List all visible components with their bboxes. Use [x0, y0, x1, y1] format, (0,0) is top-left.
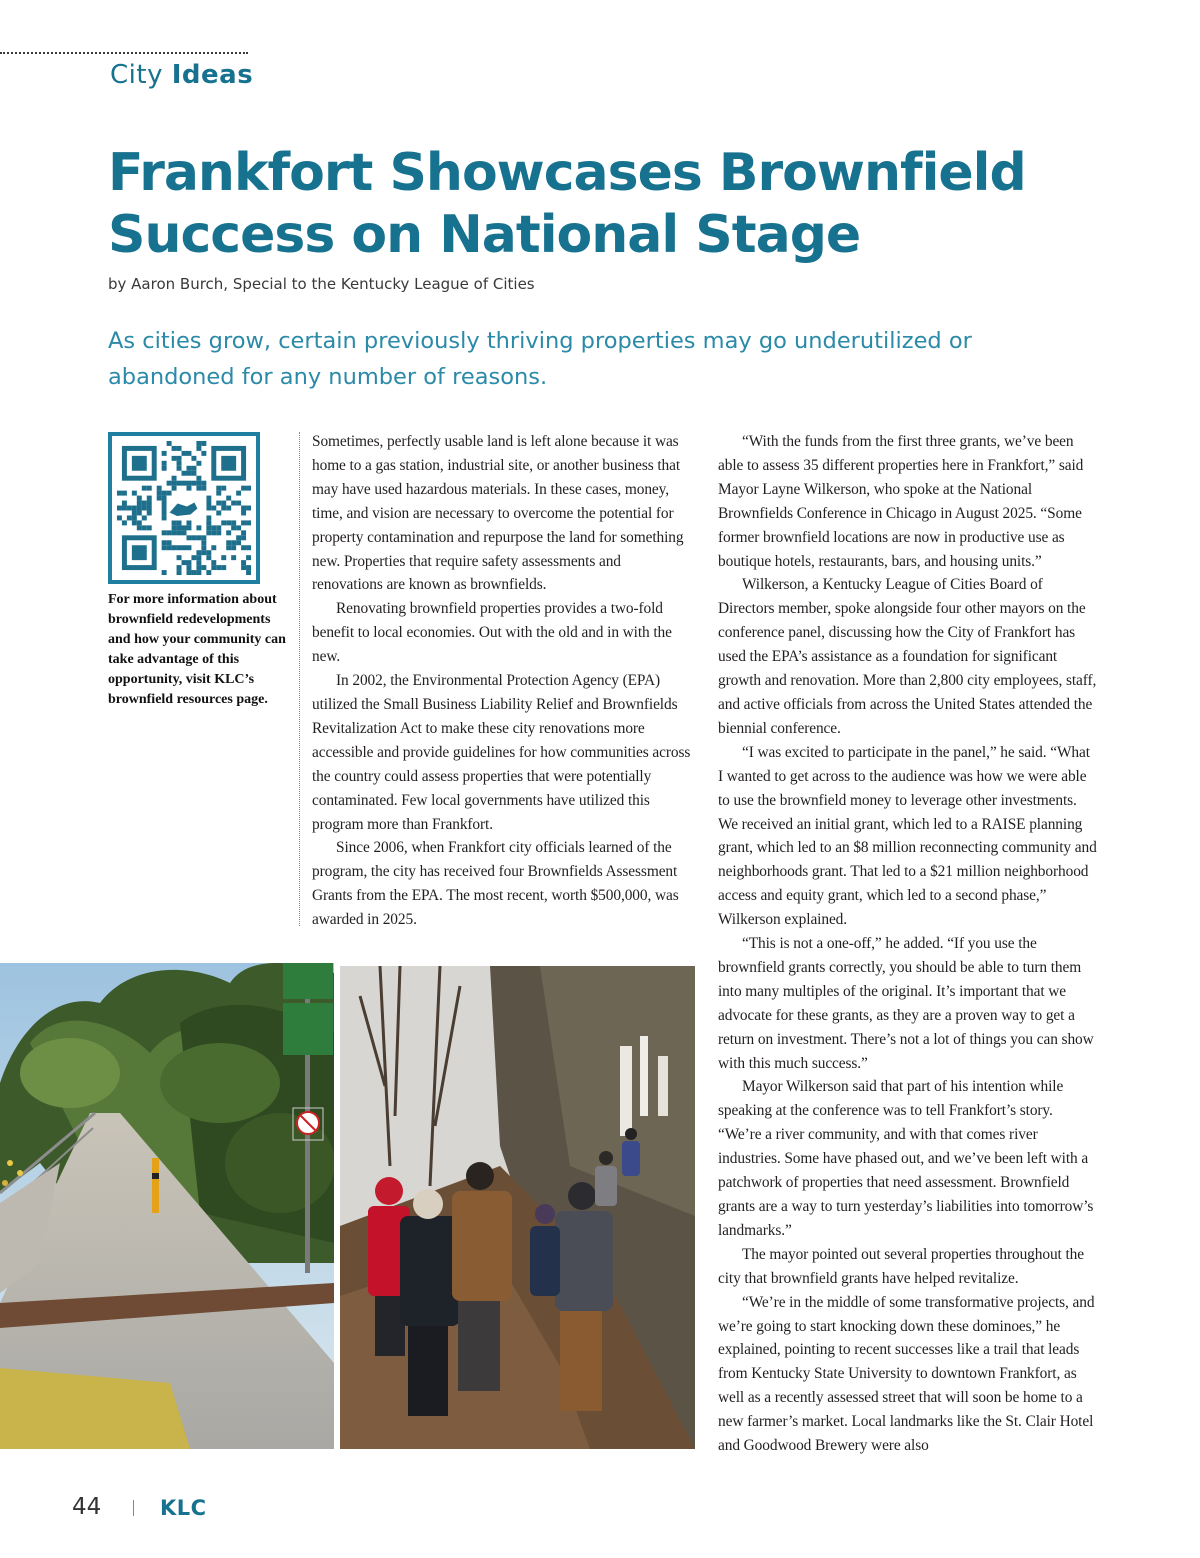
paragraph: “This is not a one-off,” he added. “If you use the brownfield grants correctly, you should be able to turn them into many multiples of the original. It’s important that we advocate for these grants, as they are a proven way to get a return on investment. There’s not a lot of things you can show with this much success.” — [718, 935, 1094, 1072]
paragraph: Renovating brownfield properties provides a two-fold benefit to local economies. Out with the old and in with the new. — [312, 600, 672, 666]
body-column-1 — [312, 430, 692, 932]
qr-caption: For more information about brownfield redevelopments and how your community can take advantage of this opportunity, visit KLC’s brownfield resources page. — [108, 592, 286, 707]
page-number: 44 — [72, 1494, 102, 1520]
column-divider — [299, 432, 300, 926]
body-column-2 — [718, 430, 1098, 1458]
title-line-2: Success on National Stage — [108, 205, 861, 265]
paragraph: The mayor pointed out several properties throughout the city that brownfield grants have helped revitalize. — [718, 1245, 1084, 1287]
trail-photo — [0, 963, 334, 1449]
paragraph: In 2002, the Environmental Protection Agency (EPA) utilized the Small Business Liability Relief and Brownfields Revitalization Act to make these city renovations more accessible and provide guidelines for how communities across the country could assess properties that were potentially contaminated. Few local governments have utilized this program more than Frankfort. — [312, 672, 691, 833]
paragraph: Sometimes, perfectly usable land is left alone because it was home to a gas station, industrial site, or another business that may have used hazardous materials. In these cases, money, time, and vision are necessary to overcome the potential for property contamination and repurpose the land for something new. Properties that require safety assessments and renovations are known as brownfields. — [312, 433, 684, 594]
deck: As cities grow, certain previously thriving properties may go underutilized or abandoned for any number of reasons. — [108, 328, 972, 390]
paragraph: “We’re in the middle of some transformative projects, and we’re going to start knocking down these dominoes,” he explained, pointing to recent successes like a trail that leads from Kentucky State University to downtown Frankfort, as well as a recently assessed street that will soon be home to a new farmer’s market. Local landmarks like the St. Clair Hotel and Goodwood Brewery were also — [718, 1293, 1095, 1455]
paragraph: Wilkerson, a Kentucky League of Cities Board of Directors member, spoke alongside four other mayors on the conference panel, discussing how the City of Frankfort has used the EPA’s assistance as a foundation for significant growth and renovation. More than 2,800 city employees, staff, and active officials from across the United States attended the biennial conference. — [718, 576, 1097, 737]
footer-separator — [133, 1500, 134, 1516]
paragraph: “With the funds from the first three grants, we’ve been able to assess 35 different properties here in Frankfort,” said Mayor Layne Wilkerson, who spoke at the National Brownfields Conference in Chicago in August 2025. “Some former brownfield locations are now in productive use as boutique hotels, restaurants, bars, and housing units.” — [718, 433, 1084, 570]
paragraph: Since 2006, when Frankfort city officials learned of the program, the city has received four Brownfields Assessment Grants from the EPA. The most recent, worth $500,000, was awarded in 2025. — [312, 839, 679, 929]
section-label: City Ideas — [110, 60, 254, 90]
paragraph: Mayor Wilkerson said that part of his intention while speaking at the conference was to tell Frankfort’s story. “We’re a river community, and with that comes river industries. Some have phased out, and we’ve been left with a patchwork of properties that need assessment. Brownfield grants are a way to turn yesterday’s liabilities into tomorrow’s landmarks.” — [718, 1078, 1094, 1239]
group-hike-photo — [340, 966, 695, 1449]
title-line-1: Frankfort Showcases Brownfield — [108, 143, 1026, 203]
footer-brand-logo: KLC — [160, 1496, 207, 1520]
byline: by Aaron Burch, Special to the Kentucky League of Cities — [108, 275, 535, 293]
dotted-rule — [0, 52, 248, 54]
qr-code-pattern — [112, 436, 256, 580]
article-title — [108, 142, 1108, 266]
paragraph: “I was excited to participate in the panel,” he said. “What I wanted to get across to the audience was how we were able to use the brownfield money to leverage other investments. We received an initial grant, which led to a RAISE planning grant, which led to an $8 million reconnecting community and neighborhoods grant. That led to a $21 million neighborhood access and equity grant, which led to a second phase,” Wilkerson explained. — [718, 743, 1097, 929]
qr-code[interactable] — [108, 432, 260, 584]
